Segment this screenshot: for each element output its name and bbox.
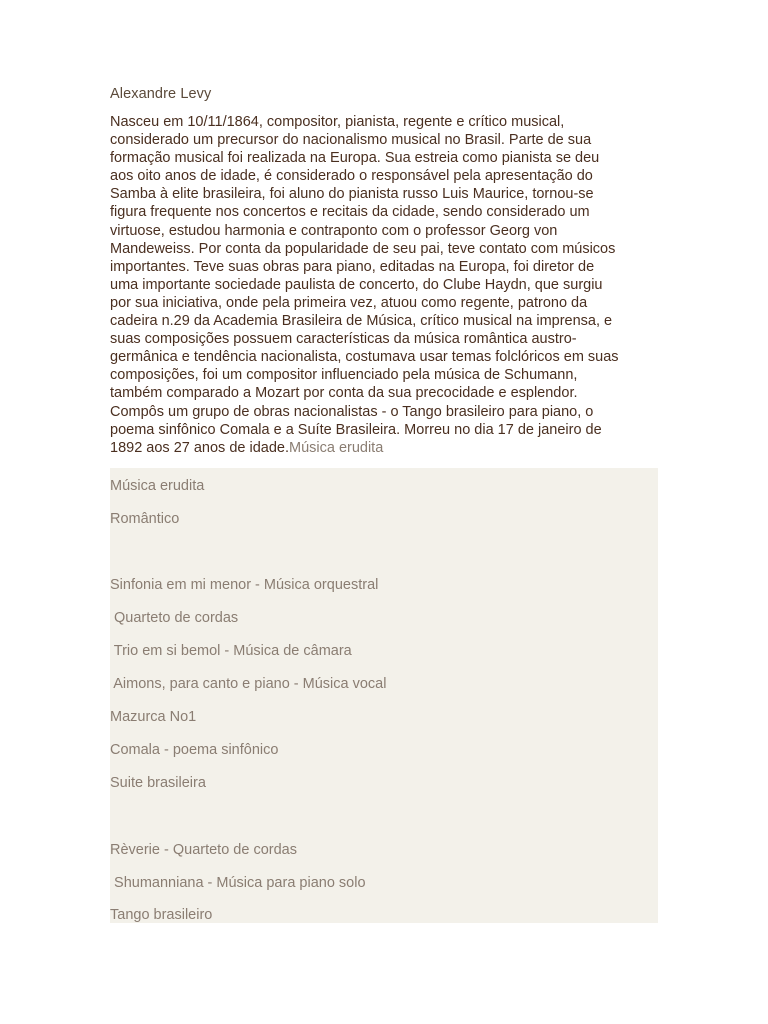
works-genre: Música erudita [110, 478, 205, 494]
works-period: Romântico [110, 511, 180, 527]
work-item: Aimons, para canto e piano - Música vocal [110, 676, 387, 692]
work-item: Quarteto de cordas [110, 610, 239, 626]
page-title: Alexandre Levy [110, 86, 212, 102]
biography-text: Nasceu em 10/11/1864, compositor, pianista, regente e crítico musical, considerado um precursor do nacionalismo musical no Brasil. Parte de sua formação musical foi realizada na Europa. Sua estreia como pianista se deu aos oito anos de idade, é considerado o responsável pela apresentação do Samba à elite brasileira, foi aluno do pianista russo Luis Maurice, tornou-se figura frequente nos concertos e recitais da cidade, sendo considerado um virtuose, estudou harmonia e contraponto com o professor Georg von Mandeweiss. Por conta da popularidade de seu pai, teve contato com músicos importantes. Teve suas obras para piano, editadas na Europa, foi diretor de uma importante sociedade paulista de concerto, do Clube Haydn, que surgiu por sua iniciativa, onde pela primeira vez, atuou como regente, patrono da cadeira n.29 da Academia Brasileira de Música, crítico musical na imprensa, e suas composições possuem características da música romântica austro- germânica e tendência nacionalista, costumava usar temas folclóricos em suas composições, foi um compositor influenciado pela música de Schumann, também comparado a Mozart por conta da sua precocidade e esplendor. Compôs um grupo de obras nacionalistas - o Tango brasileiro para piano, o poema sinfônico Comala e a Suíte Brasileira. Morreu no dia 17 de janeiro de 1892 aos 27 anos de idade. [110, 114, 619, 456]
biography-tail-text: Música erudita [288, 439, 384, 456]
work-item: Rèverie - Quarteto de cordas [110, 842, 297, 858]
work-item: Tango brasileiro [110, 907, 213, 923]
biography-paragraph [110, 113, 662, 457]
work-item: Mazurca No1 [110, 709, 197, 725]
work-item: Comala - poema sinfônico [110, 742, 279, 758]
work-item: Suite brasileira [110, 775, 206, 791]
work-item: Sinfonia em mi menor - Música orquestral [110, 577, 379, 593]
work-item: Shumanniana - Música para piano solo [110, 875, 366, 891]
work-item: Trio em si bemol - Música de câmara [110, 643, 352, 659]
